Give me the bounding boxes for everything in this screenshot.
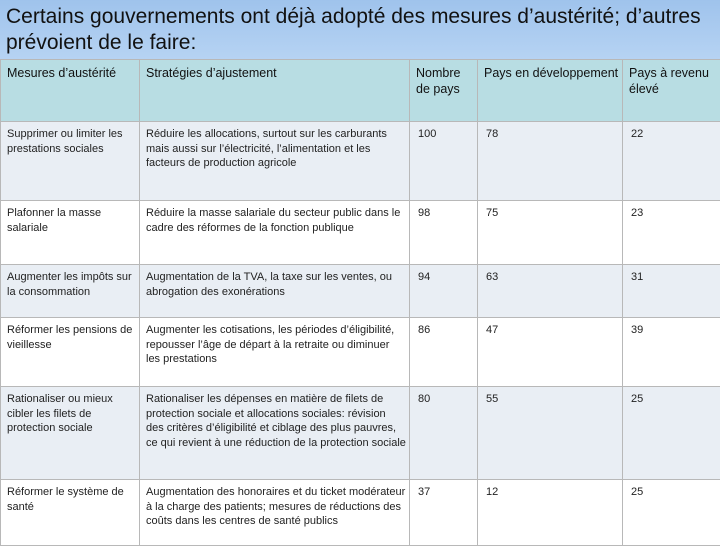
cell-developing: 55 [478, 387, 623, 480]
austerity-measures-table [0, 59, 720, 546]
cell-measure: Réformer les pensions de vieillesse [1, 318, 140, 387]
header-country-count: Nombre de pays [410, 60, 478, 122]
cell-high-income: 25 [623, 480, 720, 546]
table-row [1, 387, 720, 480]
cell-count: 86 [410, 318, 478, 387]
header-high-income-countries: Pays à revenu élevé [623, 60, 720, 122]
cell-count: 98 [410, 201, 478, 265]
header-measures: Mesures d’austérité [1, 60, 140, 122]
cell-high-income: 23 [623, 201, 720, 265]
cell-developing: 78 [478, 122, 623, 201]
cell-strategy: Rationaliser les dépenses en matière de filets de protection sociale et allocations sociales: révision des critères d’éligibilité et ciblage des plus pauvres, ce qui revient à une réduction de la protection sociale [140, 387, 410, 480]
table-row [1, 201, 720, 265]
table-row [1, 122, 720, 201]
header-developing-countries: Pays en développement [478, 60, 623, 122]
cell-high-income: 31 [623, 265, 720, 318]
cell-developing: 47 [478, 318, 623, 387]
cell-strategy: Réduire la masse salariale du secteur public dans le cadre des réformes de la fonction publique [140, 201, 410, 265]
cell-count: 37 [410, 480, 478, 546]
header-strategies: Stratégies d’ajustement [140, 60, 410, 122]
cell-measure: Plafonner la masse salariale [1, 201, 140, 265]
cell-developing: 63 [478, 265, 623, 318]
cell-count: 100 [410, 122, 478, 201]
cell-measure: Réformer le système de santé [1, 480, 140, 546]
cell-strategy: Augmentation des honoraires et du ticket modérateur à la charge des patients; mesures de réductions des coûts dans les centres de santé publics [140, 480, 410, 546]
cell-developing: 75 [478, 201, 623, 265]
table-row [1, 318, 720, 387]
cell-high-income: 39 [623, 318, 720, 387]
cell-strategy: Augmentation de la TVA, la taxe sur les ventes, ou abrogation des exonérations [140, 265, 410, 318]
cell-strategy: Réduire les allocations, surtout sur les carburants mais aussi sur l’électricité, l’alimentation et les facteurs de production agricole [140, 122, 410, 201]
table-row [1, 265, 720, 318]
cell-developing: 12 [478, 480, 623, 546]
table-header-row [1, 60, 720, 122]
cell-high-income: 25 [623, 387, 720, 480]
cell-strategy: Augmenter les cotisations, les périodes d’éligibilité, repousser l’âge de départ à la retraite ou diminuer les prestations [140, 318, 410, 387]
cell-high-income: 22 [623, 122, 720, 201]
cell-measure: Supprimer ou limiter les prestations sociales [1, 122, 140, 201]
table-row [1, 480, 720, 546]
cell-measure: Augmenter les impôts sur la consommation [1, 265, 140, 318]
page-title: Certains gouvernements ont déjà adopté des mesures d’austérité; d’autres prévoient de le faire: [6, 4, 718, 56]
cell-measure: Rationaliser ou mieux cibler les filets de protection sociale [1, 387, 140, 480]
cell-count: 94 [410, 265, 478, 318]
cell-count: 80 [410, 387, 478, 480]
